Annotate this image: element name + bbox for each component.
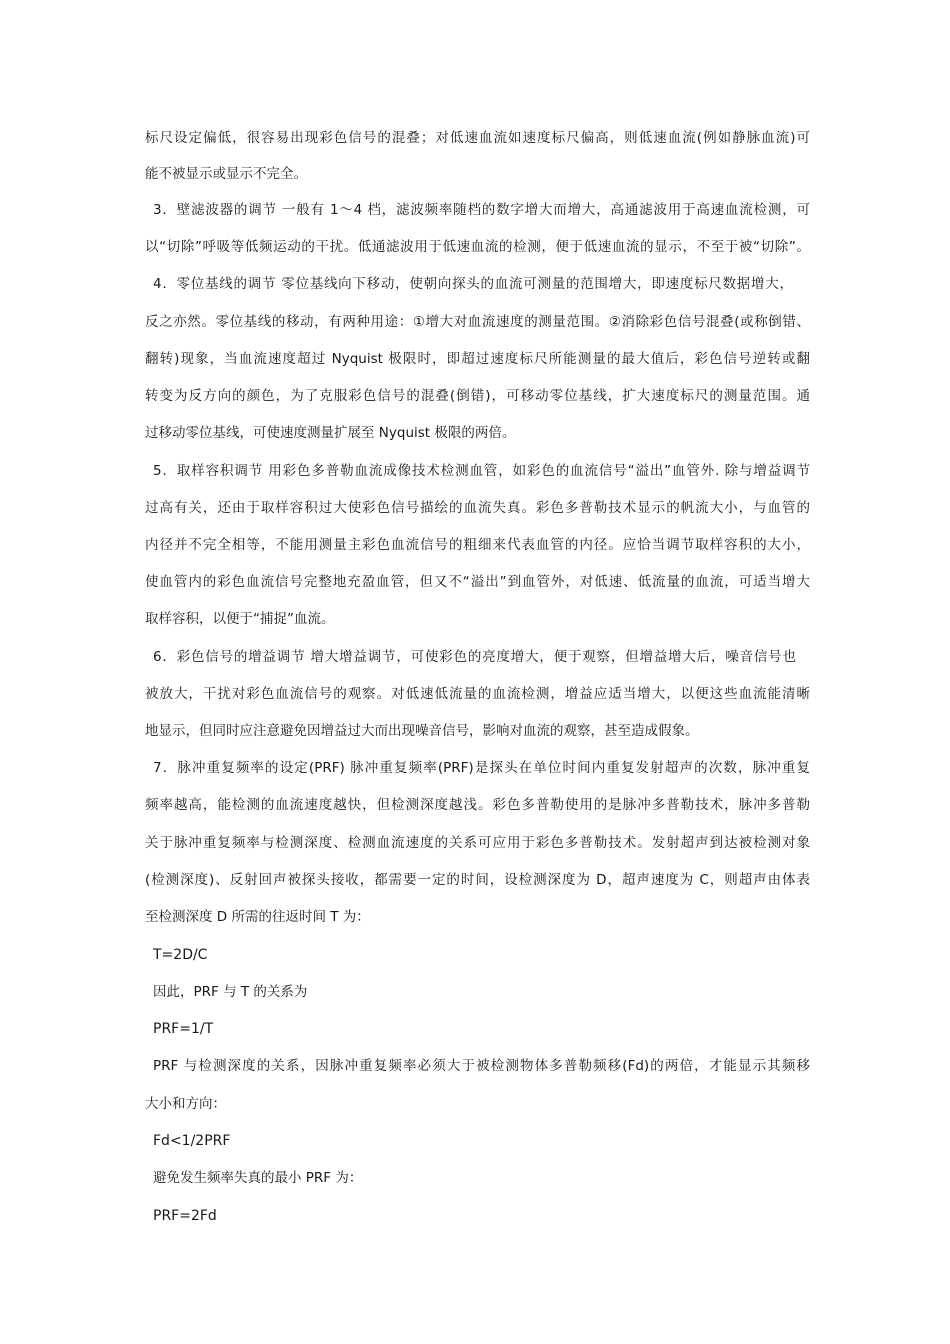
paragraph-line: 反之亦然。零位基线的移动，有两种用途：①增大对血流速度的测量范围。②消除彩色信号混叠(或称倒错、 [145,314,810,330]
paragraph-line: 标尺设定偏低，很容易出现彩色信号的混叠；对低速血流如速度标尺偏高，则低速血流(例如静脉血流)可 [145,130,810,146]
paragraph-line: 4．零位基线的调节 零位基线向下移动，使朝向探头的血流可测量的范围增大，即速度标尺数据增大， [153,276,793,292]
paragraph-line: 翻转)现象，当血流速度超过 Nyquist 极限时，即超过速度标尺所能测量的最大值后，彩色信号逆转或翻 [145,351,810,367]
paragraph-line: 过高有关，还由于取样容积过大使彩色信号描绘的血流失真。彩色多普勒技术显示的帆流大小，与血管的 [145,500,810,516]
paragraph-line: 过移动零位基线，可使速度测量扩展至 Nyquist 极限的两倍。 [145,425,516,441]
paragraph-line: 7．脉冲重复频率的设定(PRF) 脉冲重复频率(PRF)是探头在单位时间内重复发射超声的次数，脉冲重复 [153,760,810,776]
formula: PRF=2Fd [153,1208,217,1224]
paragraph-line: 3．壁滤波器的调节 一般有 1～4 档，滤波频率随档的数字增大而增大，高通滤波用于高速血流检测，可 [153,202,810,218]
paragraph-line: 使血管内的彩色血流信号完整地充盈血管，但又不“溢出”到血管外，对低速、低流量的血流，可适当增大 [145,574,810,590]
formula: T=2D/C [153,947,208,963]
paragraph-line: 内径并不完全相等，不能用测量主彩色血流信号的粗细来代表血管的内径。应恰当调节取样容积的大小， [145,537,810,553]
paragraph-line: 频率越高，能检测的血流速度越快，但检测深度越浅。彩色多普勒使用的是脉冲多普勒技术，脉冲多普勒 [145,797,810,813]
paragraph-line: 至检测深度 D 所需的往返时间 T 为： [145,909,370,925]
paragraph-line: 能不被显示或显示不完全。 [145,166,307,182]
paragraph-line: PRF 与检测深度的关系，因脉冲重复频率必须大于被检测物体多普勒频移(Fd)的两倍，才能显示其频移 [153,1058,810,1074]
paragraph-line: 取样容积，以便于“捕捉”血流。 [145,611,335,627]
paragraph-line: 大小和方向： [145,1096,226,1112]
paragraph-line: 6．彩色信号的增益调节 增大增益调节，可使彩色的亮度增大，便于观察，但增益增大后，噪音信号也 [153,649,796,665]
formula: Fd<1/2PRF [153,1133,231,1149]
paragraph-line: 被放大，干扰对彩色血流信号的观察。对低速低流量的血流检测，增益应适当增大，以便这些血流能清晰 [145,686,810,702]
paragraph-line: 关于脉冲重复频率与检测深度、检测血流速度的关系可应用于彩色多普勒技术。发射超声到达被检测对象 [145,835,810,851]
paragraph-line: 因此，PRF 与 T 的关系为 [153,984,308,1000]
paragraph-line: 地显示，但同时应注意避免因增益过大而出现噪音信号，影响对血流的观察，甚至造成假象。 [145,723,699,739]
paragraph-line: 避免发生频率失真的最小 PRF 为： [153,1170,363,1186]
paragraph-line: 转变为反方向的颜色，为了克服彩色信号的混叠(倒错)，可移动零位基线，扩大速度标尺的测量范围。通 [145,388,810,404]
formula: PRF=1/T [153,1021,214,1037]
paragraph-line: (检测深度)、反射回声被探头接收，都需要一定的时间，设检测深度为 D，超声速度为 C，则超声由体表 [145,872,810,888]
paragraph-line: 以“切除”呼吸等低频运动的干扰。低通滤波用于低速血流的检测，便于低速血流的显示，不至于被“切除”。 [145,239,810,255]
paragraph-line: 5．取样容积调节 用彩色多普勒血流成像技术检测血管，如彩色的血流信号“溢出”血管外. 除与增益调节 [153,463,810,479]
